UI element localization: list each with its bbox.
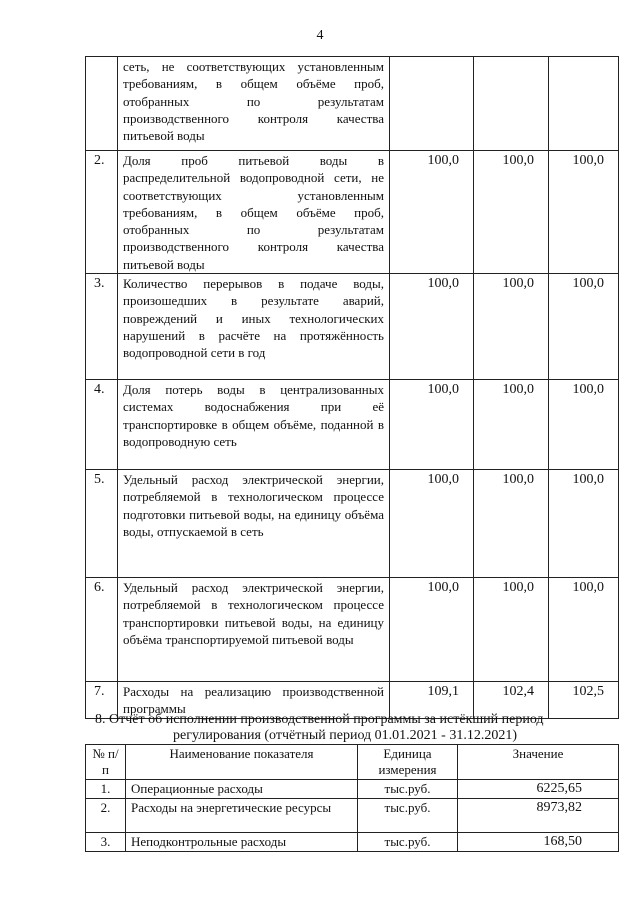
indicator-value: 102,4 <box>474 682 549 719</box>
table-row <box>86 470 619 578</box>
indicator-name: Удельный расход электрической энергии, потребляемой в технологическом процессе транспортировки питьевой воды, на единицу объёма транспортируемой питьевой воды <box>118 578 390 682</box>
table-row <box>86 57 619 151</box>
indicator-value: 100,0 <box>474 274 549 380</box>
indicator-value: 100,0 <box>390 578 474 682</box>
indicator-name: Доля потерь воды в централизованных системах водоснабжения при её транспортировке в общем объёме, поданной в водопроводную сеть <box>118 380 390 470</box>
indicator-name: сеть, не соответствующих установленным требованиям, в общем объёме проб, отобранных по результатам производственного контроля качества питьевой воды <box>118 57 390 151</box>
header-unit: Единица измерения <box>358 745 458 780</box>
row-number: 1. <box>86 780 126 799</box>
row-value: 6225,65 <box>458 780 619 799</box>
row-name: Операционные расходы <box>126 780 358 799</box>
indicator-value: 100,0 <box>549 380 619 470</box>
indicator-value: 100,0 <box>549 470 619 578</box>
row-number: 5. <box>86 470 118 578</box>
table-header-row <box>86 745 619 780</box>
indicator-value: 100,0 <box>390 151 474 274</box>
indicator-name: Количество перерывов в подаче воды, произошедших в результате аварий, повреждений и иных технологических нарушений в расчёте на протяжённость водопроводной сети в год <box>118 274 390 380</box>
row-name: Неподконтрольные расходы <box>126 833 358 852</box>
indicator-value: 100,0 <box>549 578 619 682</box>
row-number: 2. <box>86 151 118 274</box>
row-number: 3. <box>86 833 126 852</box>
table-row <box>86 833 619 852</box>
row-unit: тыс.руб. <box>358 799 458 833</box>
table-row <box>86 578 619 682</box>
indicators-table <box>85 56 619 719</box>
header-num: № п/п <box>86 745 126 780</box>
table-row <box>86 799 619 833</box>
indicator-value <box>549 57 619 151</box>
indicator-value: 100,0 <box>390 380 474 470</box>
table-row <box>86 151 619 274</box>
row-number: 6. <box>86 578 118 682</box>
header-name: Наименование показателя <box>126 745 358 780</box>
row-unit: тыс.руб. <box>358 780 458 799</box>
header-value: Значение <box>458 745 619 780</box>
row-value: 8973,82 <box>458 799 619 833</box>
row-value: 168,50 <box>458 833 619 852</box>
indicator-value: 100,0 <box>549 274 619 380</box>
row-number: 2. <box>86 799 126 833</box>
indicator-value: 100,0 <box>474 578 549 682</box>
row-number: 4. <box>86 380 118 470</box>
indicator-value: 100,0 <box>474 470 549 578</box>
section-8-title-line1: 8. Отчёт об исполнении производственной программы за истёкший период <box>95 712 544 727</box>
indicator-value: 100,0 <box>390 470 474 578</box>
indicator-value: 100,0 <box>390 274 474 380</box>
section-8-title <box>95 712 615 744</box>
indicator-name: Доля проб питьевой воды в распределительной водопроводной сети, не соответствующих установленным требованиям, в общем объёме проб, отобранных по результатам производственного контроля качества питьевой воды <box>118 151 390 274</box>
row-number: 3. <box>86 274 118 380</box>
section-8-title-line2: регулирования (отчётный период 01.01.2021 - 31.12.2021) <box>173 728 517 743</box>
indicator-value <box>474 57 549 151</box>
page-number: 4 <box>316 28 324 43</box>
table-row <box>86 780 619 799</box>
indicator-value: 100,0 <box>474 380 549 470</box>
row-unit: тыс.руб. <box>358 833 458 852</box>
indicator-value: 100,0 <box>474 151 549 274</box>
row-number: 7. <box>86 682 118 719</box>
row-number <box>86 57 118 151</box>
indicator-value <box>390 57 474 151</box>
indicator-name: Расходы на реализацию производственной программы <box>118 682 390 719</box>
indicator-name: Удельный расход электрической энергии, потребляемой в технологическом процессе подготовки питьевой воды, на единицу объёма воды, отпускаемой в сеть <box>118 470 390 578</box>
row-name: Расходы на энергетические ресурсы <box>126 799 358 833</box>
table-row <box>86 380 619 470</box>
indicator-value: 109,1 <box>390 682 474 719</box>
indicator-value: 102,5 <box>549 682 619 719</box>
indicator-value: 100,0 <box>549 151 619 274</box>
table-row <box>86 274 619 380</box>
program-report-table <box>85 744 619 852</box>
